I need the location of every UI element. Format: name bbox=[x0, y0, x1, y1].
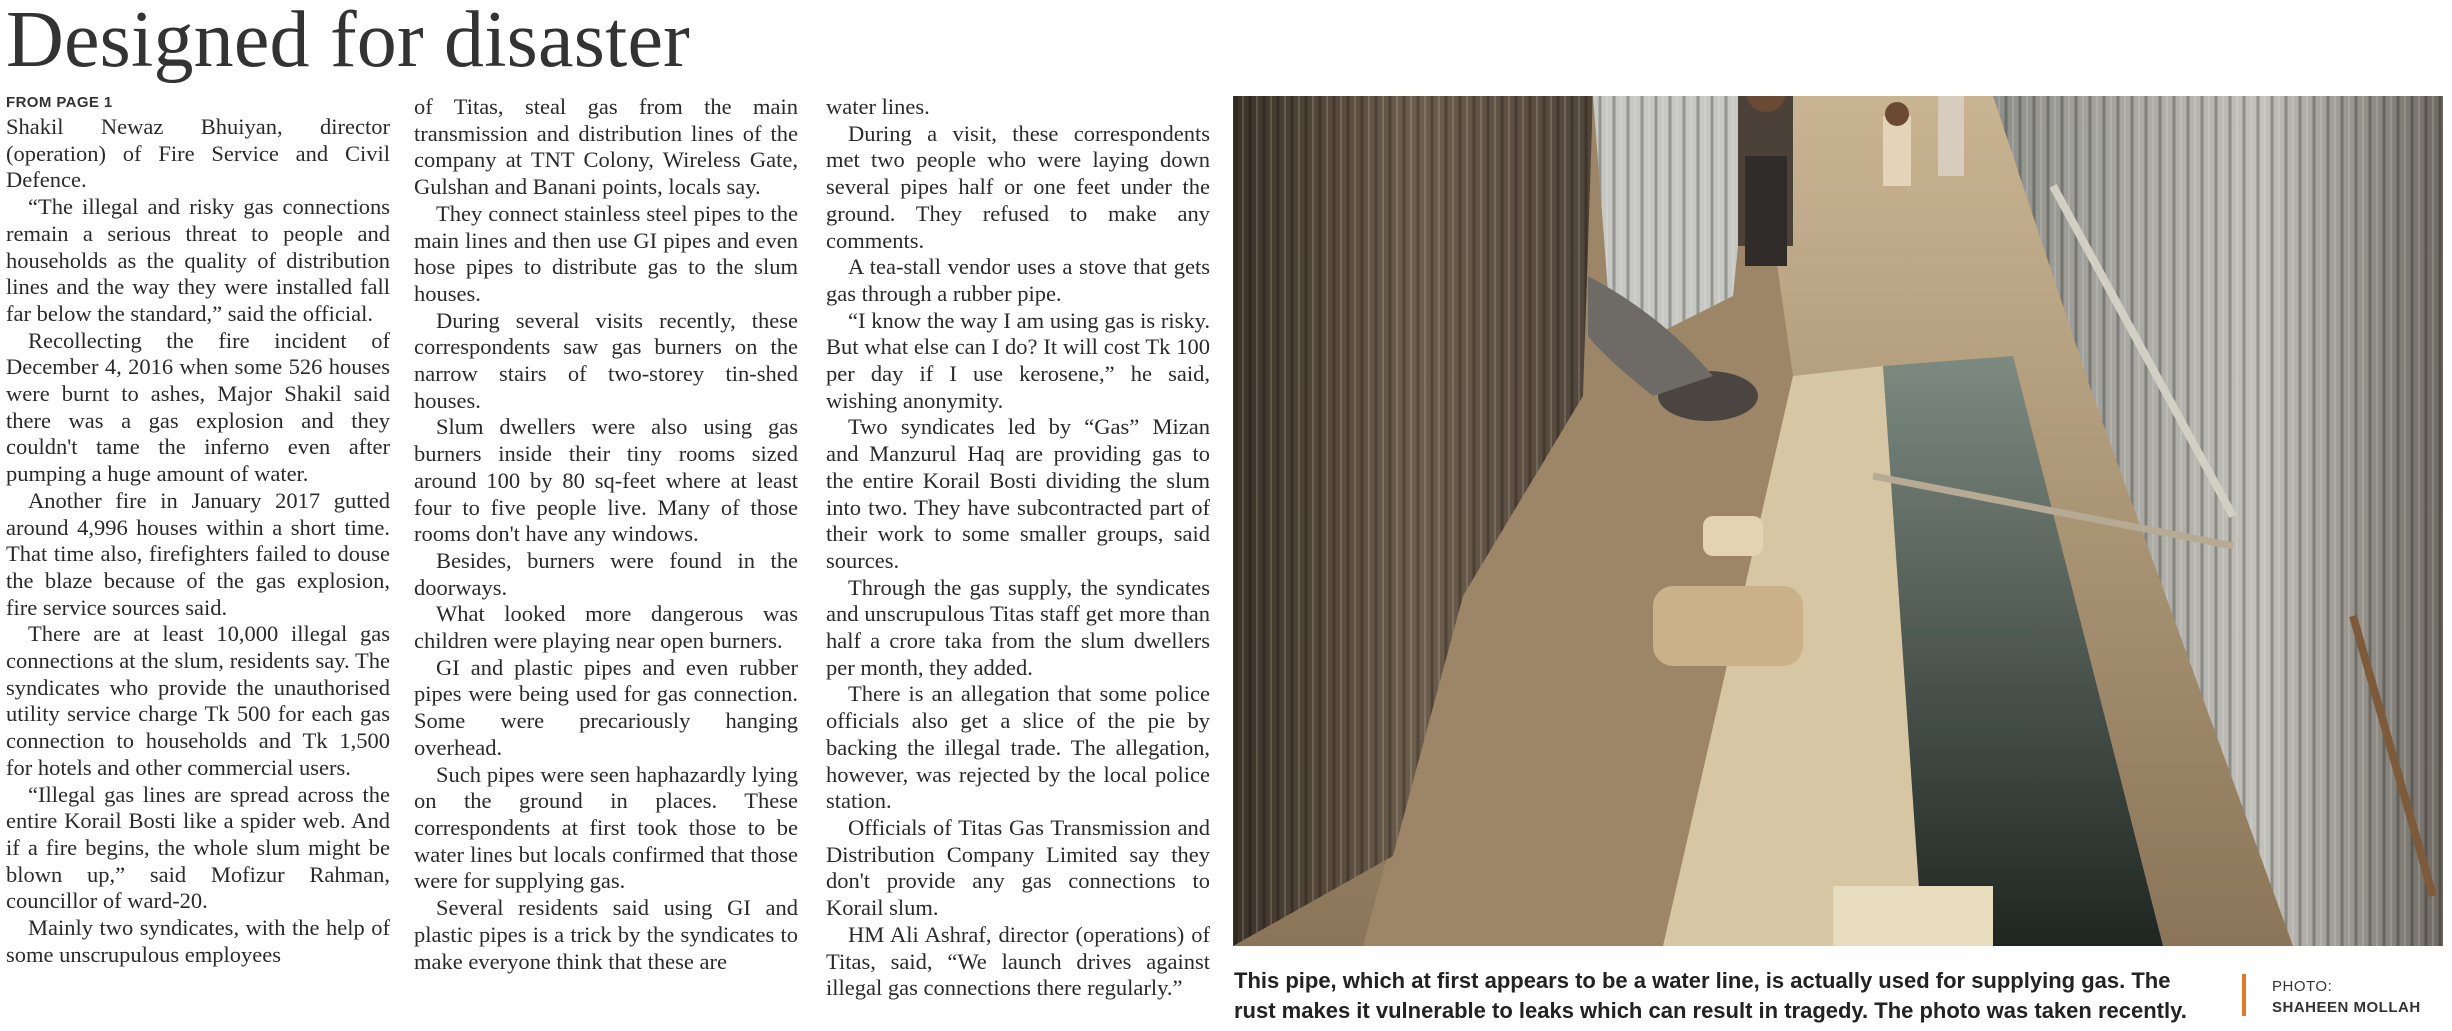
paragraph: What looked more dangerous was children were playing near open burners. bbox=[414, 601, 798, 654]
paragraph: Through the gas supply, the syndicates and unscrupulous Titas staff get more than half a crore taka from the slum dwellers per month, they added. bbox=[826, 574, 1210, 680]
paragraph: Slum dwellers were also using gas burners inside their tiny rooms sized around 100 by 80 sq-feet where at least four to five people live. Many of those rooms don't have any windows. bbox=[414, 414, 798, 547]
paragraph: water lines. bbox=[826, 94, 930, 119]
photo-credit bbox=[2272, 976, 2421, 1018]
article-column-3 bbox=[826, 94, 1210, 1002]
paragraph: There is an allegation that some police officials also get a slice of the pie by backing the illegal trade. The allegation, however, was rejected by the local police station. bbox=[826, 681, 1210, 814]
news-photo bbox=[1233, 96, 2443, 946]
paragraph: Shakil Newaz Bhuiyan, director (operation) of Fire Service and Civil Defence. bbox=[6, 114, 390, 193]
photographer-name: SHAHEEN MOLLAH bbox=[2272, 999, 2421, 1016]
paragraph: “Illegal gas lines are spread across the entire Korail Bosti like a spider web. And if a fire begins, the whole slum might be blown up,” said Mofizur Rahman, councillor of ward-20. bbox=[6, 781, 390, 914]
photo-caption: This pipe, which at first appears to be a water line, is actually used for supplying gas. The rust makes it vulnerable to leaks which can result in tragedy. The photo was taken recently. bbox=[1234, 968, 2187, 1023]
from-page-label: FROM PAGE 1 bbox=[6, 94, 113, 111]
paragraph: GI and plastic pipes and even rubber pipes were being used for gas connection. Some were precariously hanging overhead. bbox=[414, 654, 798, 760]
paragraph: Besides, burners were found in the doorways. bbox=[414, 547, 798, 600]
paragraph: HM Ali Ashraf, director (operations) of Titas, said, “We launch drives against illegal gas connections there regularly.” bbox=[826, 921, 1210, 1001]
article-column-2 bbox=[414, 94, 798, 975]
paragraph: “I know the way I am using gas is risky. But what else can I do? It will cost Tk 100 per day if I use kerosene,” he said, wishing anonymity. bbox=[826, 307, 1210, 413]
article-column-1 bbox=[6, 94, 390, 969]
paragraph: Mainly two syndicates, with the help of some unscrupulous employees bbox=[6, 915, 390, 967]
paragraph: of Titas, steal gas from the main transmission and distribution lines of the company at TNT Colony, Wireless Gate, Gulshan and Banani points, locals say. bbox=[414, 94, 798, 200]
paragraph: Recollecting the fire incident of December 4, 2016 when some 526 houses were burnt to ashes, Major Shakil said there was a gas explosion and they couldn't tame the inferno even after pumping a huge amount of water. bbox=[6, 327, 390, 487]
paragraph: Officials of Titas Gas Transmission and Distribution Company Limited say they don't provide any gas connections to Korail slum. bbox=[826, 814, 1210, 921]
paragraph: Such pipes were seen haphazardly lying on the ground in places. These correspondents at first took those to be water lines but locals confirmed that those were for supplying gas. bbox=[414, 761, 798, 894]
paragraph: There are at least 10,000 illegal gas connections at the slum, residents say. The syndicates who provide the unauthorised utility service charge Tk 500 for each gas connection to households and Tk 1,500 for hotels and other commercial users. bbox=[6, 621, 390, 780]
paragraph: Two syndicates led by “Gas” Mizan and Manzurul Haq are providing gas to the entire Korail Bosti dividing the slum into two. They have subcontracted part of their work to some smaller groups, said sources. bbox=[826, 414, 1210, 573]
paragraph: “The illegal and risky gas connections remain a serious threat to people and households as the quality of distribution lines and the way they were installed fall far below the standard,” said the official. bbox=[6, 194, 390, 326]
paragraph: Another fire in January 2017 gutted around 4,996 houses within a short time. That time also, firefighters failed to douse the blaze because of the gas explosion, fire service sources said. bbox=[6, 487, 390, 620]
slum-alley-illustration bbox=[1233, 96, 2443, 946]
paragraph: Several residents said using GI and plastic pipes is a trick by the syndicates to make everyone think that these are bbox=[414, 895, 798, 974]
paragraph: During several visits recently, these correspondents saw gas burners on the narrow stairs of two-storey tin-shed houses. bbox=[414, 307, 798, 413]
credit-accent-bar bbox=[2242, 974, 2246, 1016]
paragraph: They connect stainless steel pipes to the main lines and then use GI pipes and even hose pipes to distribute gas to the slum houses. bbox=[414, 200, 798, 306]
paragraph: A tea-stall vendor uses a stove that gets gas through a rubber pipe. bbox=[826, 254, 1210, 306]
paragraph: During a visit, these correspondents met two people who were laying down several pipes half or one feet under the ground. They refused to make any comments. bbox=[826, 120, 1210, 253]
photo-credit-label: PHOTO: bbox=[2272, 978, 2333, 995]
headline: Designed for disaster bbox=[6, 0, 691, 84]
